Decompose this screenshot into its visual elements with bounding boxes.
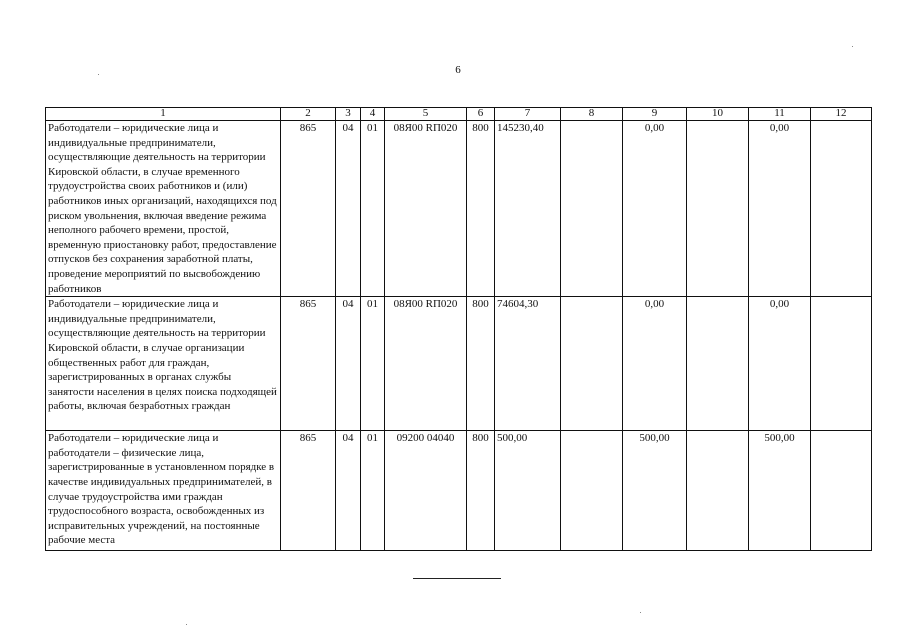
cell-col-11: 500,00 [749,431,811,551]
cell-col-6: 800 [467,431,495,551]
cell-col-2: 865 [281,431,336,551]
cell-col-6: 800 [467,297,495,431]
cell-col-8 [561,431,623,551]
cell-col-5: 09200 04040 [385,431,467,551]
cell-col-7: 145230,40 [495,121,561,297]
cell-col-10 [687,431,749,551]
cell-col-7: 500,00 [495,431,561,551]
table-row [46,431,872,551]
column-header-6: 6 [467,108,495,121]
scan-speck [98,74,99,75]
cell-col-4: 01 [361,297,385,431]
cell-col-9: 0,00 [623,297,687,431]
cell-col-12 [811,297,872,431]
cell-col-8 [561,121,623,297]
cell-col-6: 800 [467,121,495,297]
cell-col-4: 01 [361,121,385,297]
header-row [46,108,872,121]
cell-col-12 [811,431,872,551]
cell-col-2: 865 [281,297,336,431]
column-header-1: 1 [46,108,281,121]
budget-table [45,107,872,551]
scan-speck [186,624,187,625]
row-description: Работодатели – юридические лица и индивидуальные предприниматели, осуществляющие деятельность на территории Кировской области, в случае временного трудоустройства своих работников и (или) работников иных организаций, находящихся под риском увольнения, включая введение режима неполного рабочего времени, простой, временную приостановку работ, предоставление отпусков без сохранения заработной платы, проведение мероприятий по высвобождению работников [46,121,281,297]
cell-col-8 [561,297,623,431]
cell-col-3: 04 [336,297,361,431]
cell-col-2: 865 [281,121,336,297]
column-header-11: 11 [749,108,811,121]
column-header-8: 8 [561,108,623,121]
column-header-10: 10 [687,108,749,121]
table-row [46,121,872,297]
column-header-5: 5 [385,108,467,121]
cell-col-4: 01 [361,431,385,551]
table-row [46,297,872,431]
footer-divider [413,578,501,579]
row-description: Работодатели – юридические лица и индивидуальные предприниматели, осуществляющие деятельность на территории Кировской области, в случае организации общественных работ для граждан, зарегистрированных в органах службы занятости населения в целях поиска подходящей работы, включая безработных граждан [46,297,281,431]
column-header-4: 4 [361,108,385,121]
cell-col-9: 500,00 [623,431,687,551]
column-header-7: 7 [495,108,561,121]
column-header-2: 2 [281,108,336,121]
scan-speck [852,46,853,47]
cell-col-10 [687,297,749,431]
cell-col-5: 08Я00 RП020 [385,121,467,297]
cell-col-9: 0,00 [623,121,687,297]
cell-col-5: 08Я00 RП020 [385,297,467,431]
column-header-9: 9 [623,108,687,121]
page-number: 6 [455,64,461,76]
column-header-12: 12 [811,108,872,121]
cell-col-11: 0,00 [749,121,811,297]
column-header-3: 3 [336,108,361,121]
scan-speck [640,612,641,613]
cell-col-11: 0,00 [749,297,811,431]
cell-col-10 [687,121,749,297]
cell-col-7: 74604,30 [495,297,561,431]
cell-col-3: 04 [336,431,361,551]
row-description: Работодатели – юридические лица и работодатели – физические лица, зарегистрированные в установленном порядке в качестве индивидуальных предпринимателей, в случае трудоустройства ими граждан трудоспособного возраста, освобожденных из исправительных учреждений, на постоянные рабочие места [46,431,281,551]
cell-col-3: 04 [336,121,361,297]
cell-col-12 [811,121,872,297]
